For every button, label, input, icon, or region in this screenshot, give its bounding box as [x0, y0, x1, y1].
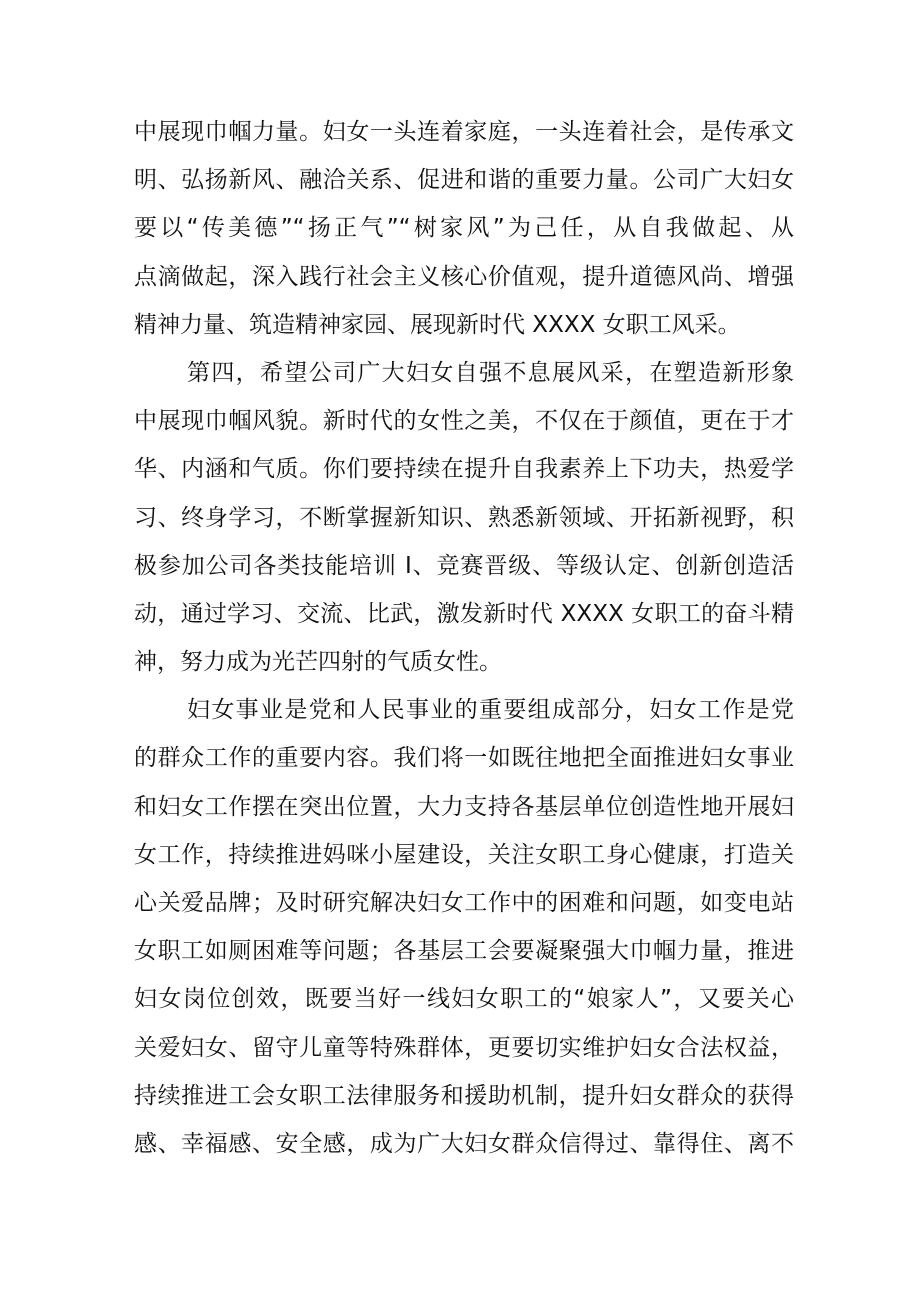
text-line: 的群众工作的重要内容。我们将一如既往地把全面推进妇女事业 — [134, 745, 794, 772]
text-line: 感、幸福感、安全感，成为广大妇女群众信得过、靠得住、离不 — [134, 1130, 794, 1157]
text-line: 点滴做起，深入践行社会主义核心价值观，提升道德风尚、增强 — [134, 263, 794, 290]
text-line: 妇女岗位创效，既要当好一线妇女职工的“娘家人”，又要关心 — [134, 986, 794, 1013]
text-line: 华、内涵和气质。你们要持续在提升自我素养上下功夫，热爱学 — [134, 456, 794, 483]
text-line: 要以“传美德”“扬正气”“树家风”为己任，从自我做起、从 — [134, 215, 794, 242]
text-line: 妇女事业是党和人民事业的重要组成部分，妇女工作是党 — [187, 697, 794, 724]
text-line: 女职工如厕困难等问题；各基层工会要凝聚强大巾帼力量，推进 — [134, 938, 794, 965]
text-line: 女工作，持续推进妈咪小屋建设，关注女职工身心健康，打造关 — [134, 841, 794, 868]
text-line: 神，努力成为光芒四射的气质女性。 — [134, 649, 502, 676]
body-text — [134, 108, 794, 1168]
text-line: 持续推进工会女职工法律服务和援助机制，提升妇女群众的获得 — [134, 1082, 794, 1109]
text-line: 明、弘扬新风、融洽关系、促进和谐的重要力量。公司广大妇女 — [134, 167, 794, 194]
text-line: 心关爱品牌；及时研究解决妇女工作中的困难和问题，如变电站 — [134, 890, 794, 916]
text-line: 中展现巾帼风貌。新时代的女性之美，不仅在于颜值，更在于才 — [134, 408, 794, 435]
text-line: 动，通过学习、交流、比武，激发新时代 XXXX 女职工的奋斗精 — [134, 600, 794, 627]
text-line: 关爱妇女、留守儿童等特殊群体，更要切实维护妇女合法权益， — [134, 1034, 794, 1061]
text-line: 习、终身学习，不断掌握新知识、熟悉新领域、开拓新视野，积 — [134, 504, 794, 531]
text-line: 极参加公司各类技能培训 I、竞赛晋级、等级认定、创新创造活 — [134, 552, 794, 579]
text-line: 中展现巾帼力量。妇女一头连着家庭，一头连着社会，是传承文 — [134, 119, 794, 145]
text-line: 和妇女工作摆在突出位置，大力支持各基层单位创造性地开展妇 — [134, 793, 794, 820]
text-line: 精神力量、筑造精神家园、展现新时代 XXXX 女职工风采。 — [134, 311, 741, 338]
text-line: 第四，希望公司广大妇女自强不息展风采，在塑造新形象 — [187, 359, 794, 386]
